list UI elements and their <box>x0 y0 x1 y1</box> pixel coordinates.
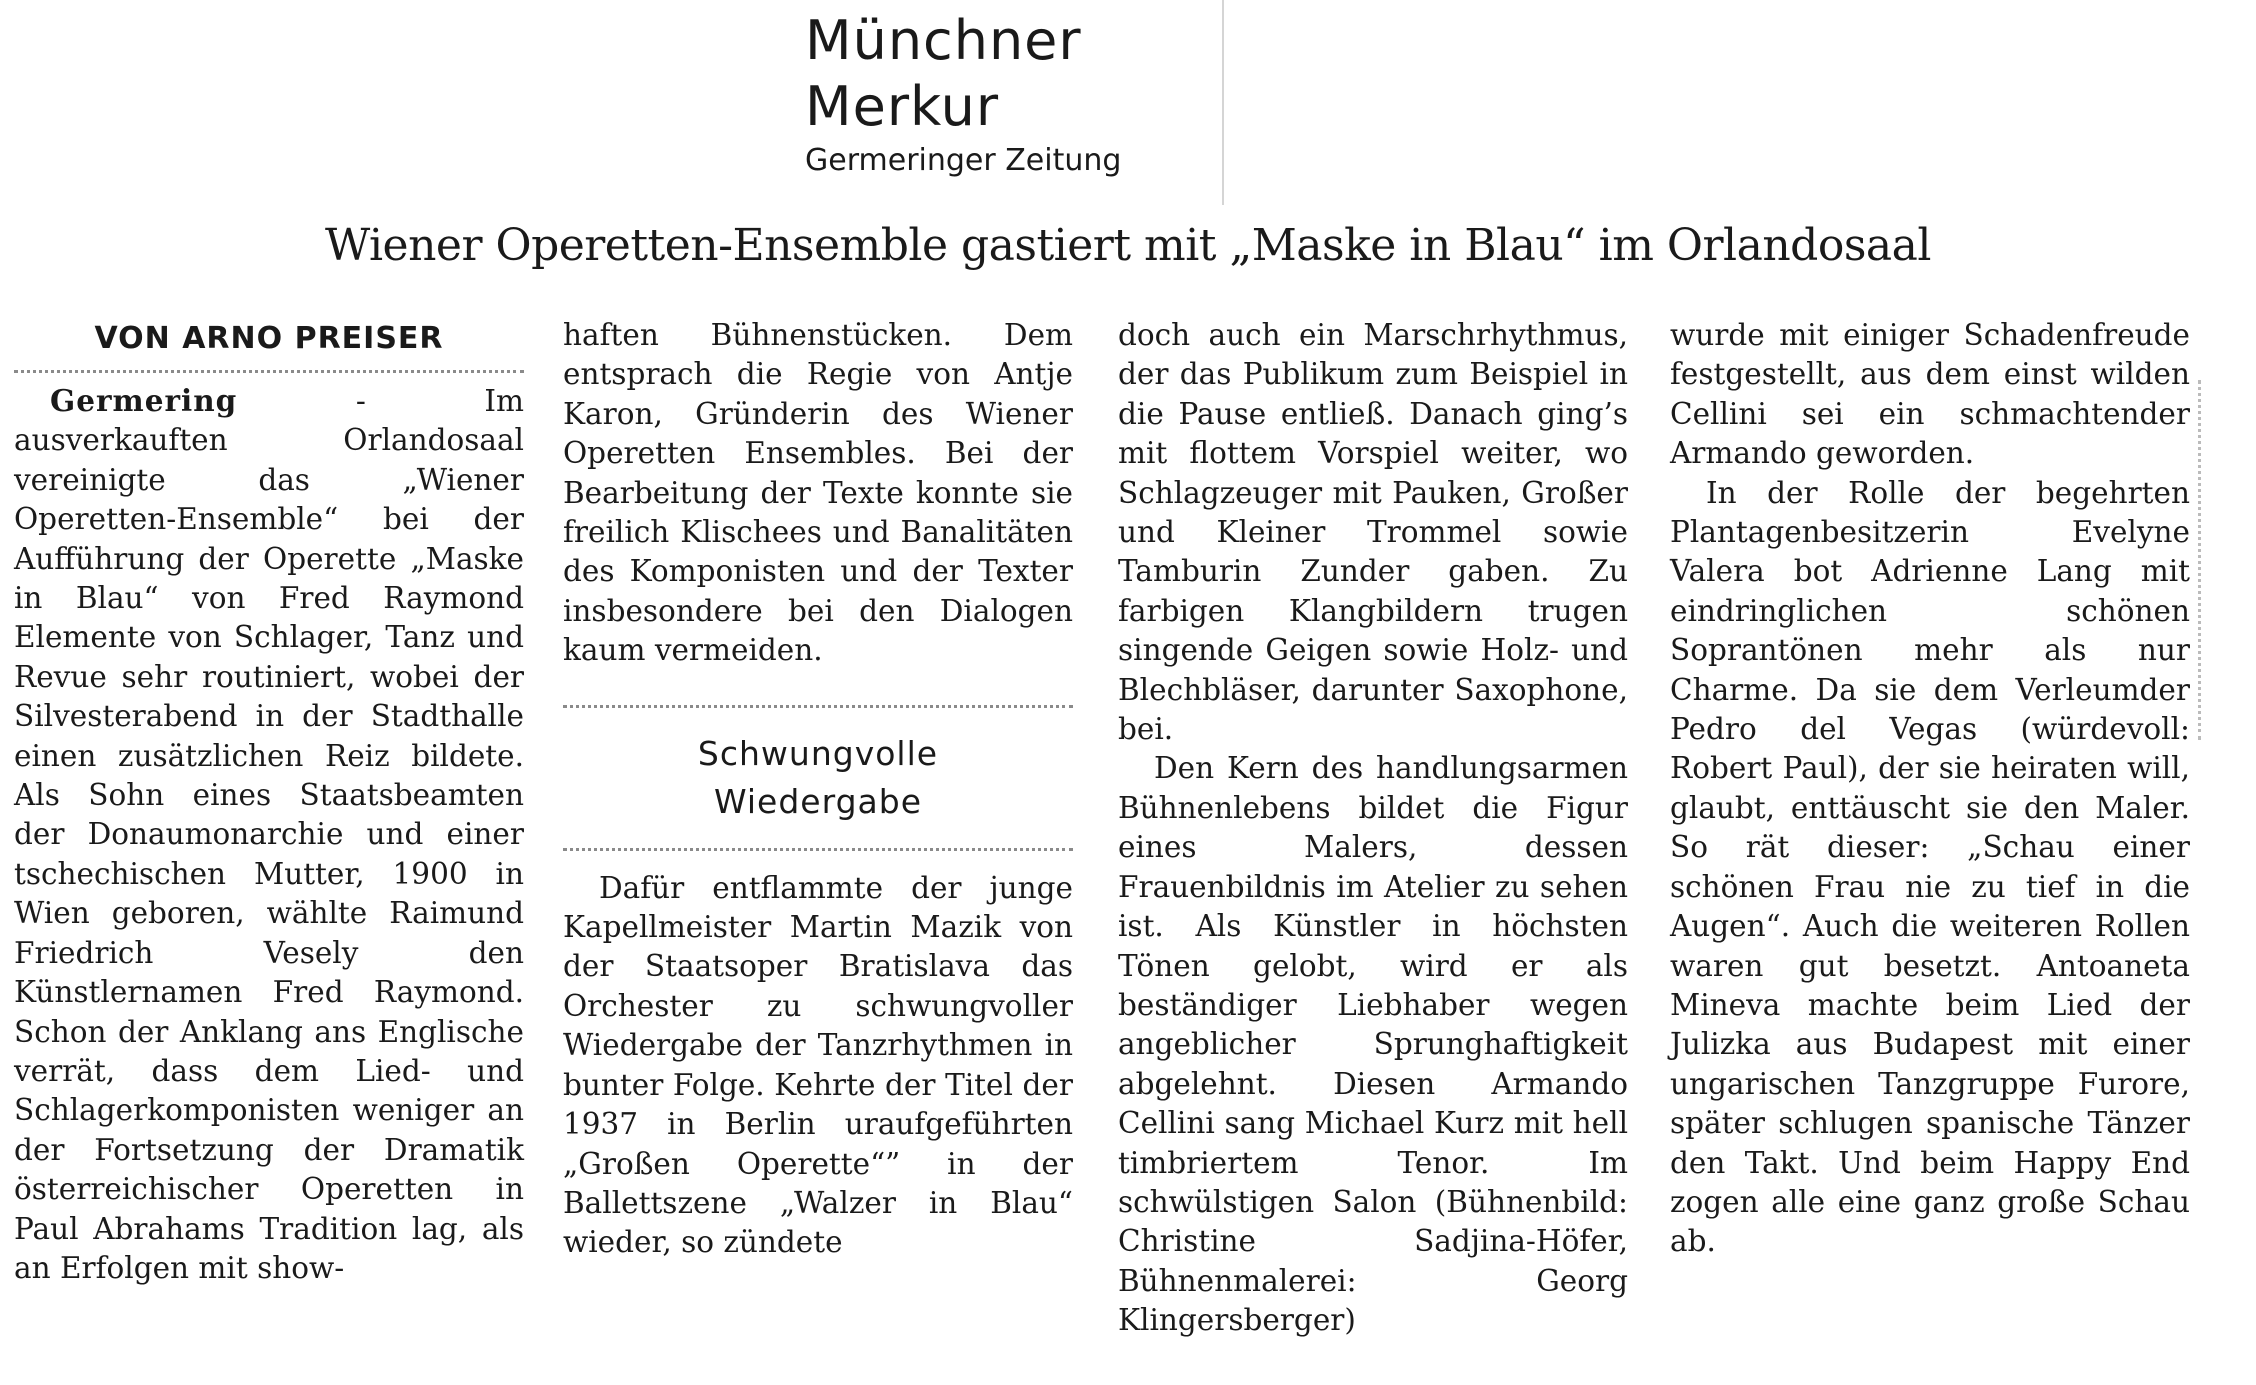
paragraph <box>14 381 524 1288</box>
article-column-2 <box>563 316 1073 1263</box>
masthead <box>805 8 1225 180</box>
masthead-subtitle: Germeringer Zeitung <box>805 143 1122 178</box>
subheading <box>563 705 1073 851</box>
masthead-title-line2: Merkur <box>805 75 1000 138</box>
paragraph: wurde mit einiger Schadenfreude festgestellt, aus dem einst wilden Cellini sei ein schmachtender Armando geworden. <box>1670 318 2190 471</box>
paragraph: Den Kern des handlungsarmen Bühnenlebens bildet die Figur eines Malers, dessen Frauenbildnis im Atelier zu sehen ist. Als Künstler in höchsten Tönen gelobt, wird er als beständiger Liebhaber wegen angeblicher Sprunghaftigkeit abgelehnt. Diesen Armando Cellini sang Michael Kurz mit hell timbriertem Tenor. Im schwülstigen Salon (Bühnenbild: Christine Sadjina-Höfer, Bühnenmalerei: Georg Klingersberger) <box>1118 751 1628 1338</box>
subheading-line2: Wiedergabe <box>713 781 923 821</box>
paragraph: haften Bühnenstücken. Dem entsprach die Regie von Antje Karon, Gründerin des Wiener Operetten Ensembles. Bei der Bearbeitung der Texte konnte sie freilich Klischees und Banalitäten des Komponisten und der Texter insbesondere bei den Dialogen kaum vermeiden. <box>563 318 1073 668</box>
dateline: Germering <box>50 383 238 418</box>
margin-scan-mark <box>2198 380 2207 740</box>
paragraph: Dafür entflammte der junge Kapellmeister Martin Mazik von der Staatsoper Bratislava das Orchester zu schwungvoller Wiedergabe der Tanzrhythmen in bunter Folge. Kehrte der Titel der 1937 in Berlin uraufgeführten „Großen Operette“” in der Ballettszene „Walzer in Blau“ wieder, so zündete <box>563 870 1073 1260</box>
paragraph-text: - Im ausverkauften Orlandosaal vereinigte das „Wiener Operetten-Ensemble“ bei der Aufführung der Operette „Maske in Blau“ von Fred Raymond Elemente von Schlager, Tanz und Revue sehr routiniert, wobei der Silvesterabend in der Stadthalle einen zusätzlichen Reiz bildete. Als Sohn eines Staatsbeamten der Donaumonarchie und einer tschechischen Mutter, 1900 in Wien geboren, wählte Raimund Friedrich Vesely den Künstlernamen Fred Raymond. Schon der Anklang ans Englische verrät, dass dem Lied- und Schlagerkomponisten weniger an der Fortsetzung der Dramatik österreichischer Operetten in Paul Abrahams Tradition lag, als an Erfolgen mit show- <box>14 384 524 1285</box>
masthead-divider <box>1222 0 1224 205</box>
article-headline: Wiener Operetten-Ensemble gastiert mit „Maske in Blau“ im Orlandosaal <box>325 220 1931 271</box>
subheading-line1: Schwungvolle <box>697 733 939 773</box>
masthead-title-line1: Münchner <box>805 9 1082 72</box>
article-column-3 <box>1118 316 1628 1341</box>
paragraph: doch auch ein Marschrhythmus, der das Publikum zum Beispiel in die Pause entließ. Danach ging’s mit flottem Vorspiel weiter, wo Schlagzeuger mit Pauken, Großer und Kleiner Trommel sowie Tamburin Zunder gaben. Zu farbigen Klangbildern trugen singende Geigen sowie Holz- und Blechbläser, darunter Saxophone, bei. <box>1118 318 1628 747</box>
byline: VON ARNO PREISER <box>14 316 524 373</box>
article-column-4 <box>1670 316 2190 1262</box>
paragraph: In der Rolle der begehrten Plantagenbesitzerin Evelyne Valera bot Adrienne Lang mit eindringlichen schönen Soprantönen mehr als nur Charme. Da sie dem Verleumder Pedro del Vegas (würdevoll: Robert Paul), der sie heiraten will, glaubt, enttäuscht sie den Maler. So rät dieser: „Schau einer schönen Frau nie zu tief in die Augen“. Auch die weiteren Rollen waren gut besetzt. Antoaneta Mineva machte beim Lied der Julizka aus Budapest mit einer ungarischen Tanzgruppe Furore, später schlugen spanische Tänzer den Takt. Und beim Happy End zogen alle eine ganz große Schau ab. <box>1670 475 2190 1259</box>
article-column-1 <box>14 316 524 1288</box>
